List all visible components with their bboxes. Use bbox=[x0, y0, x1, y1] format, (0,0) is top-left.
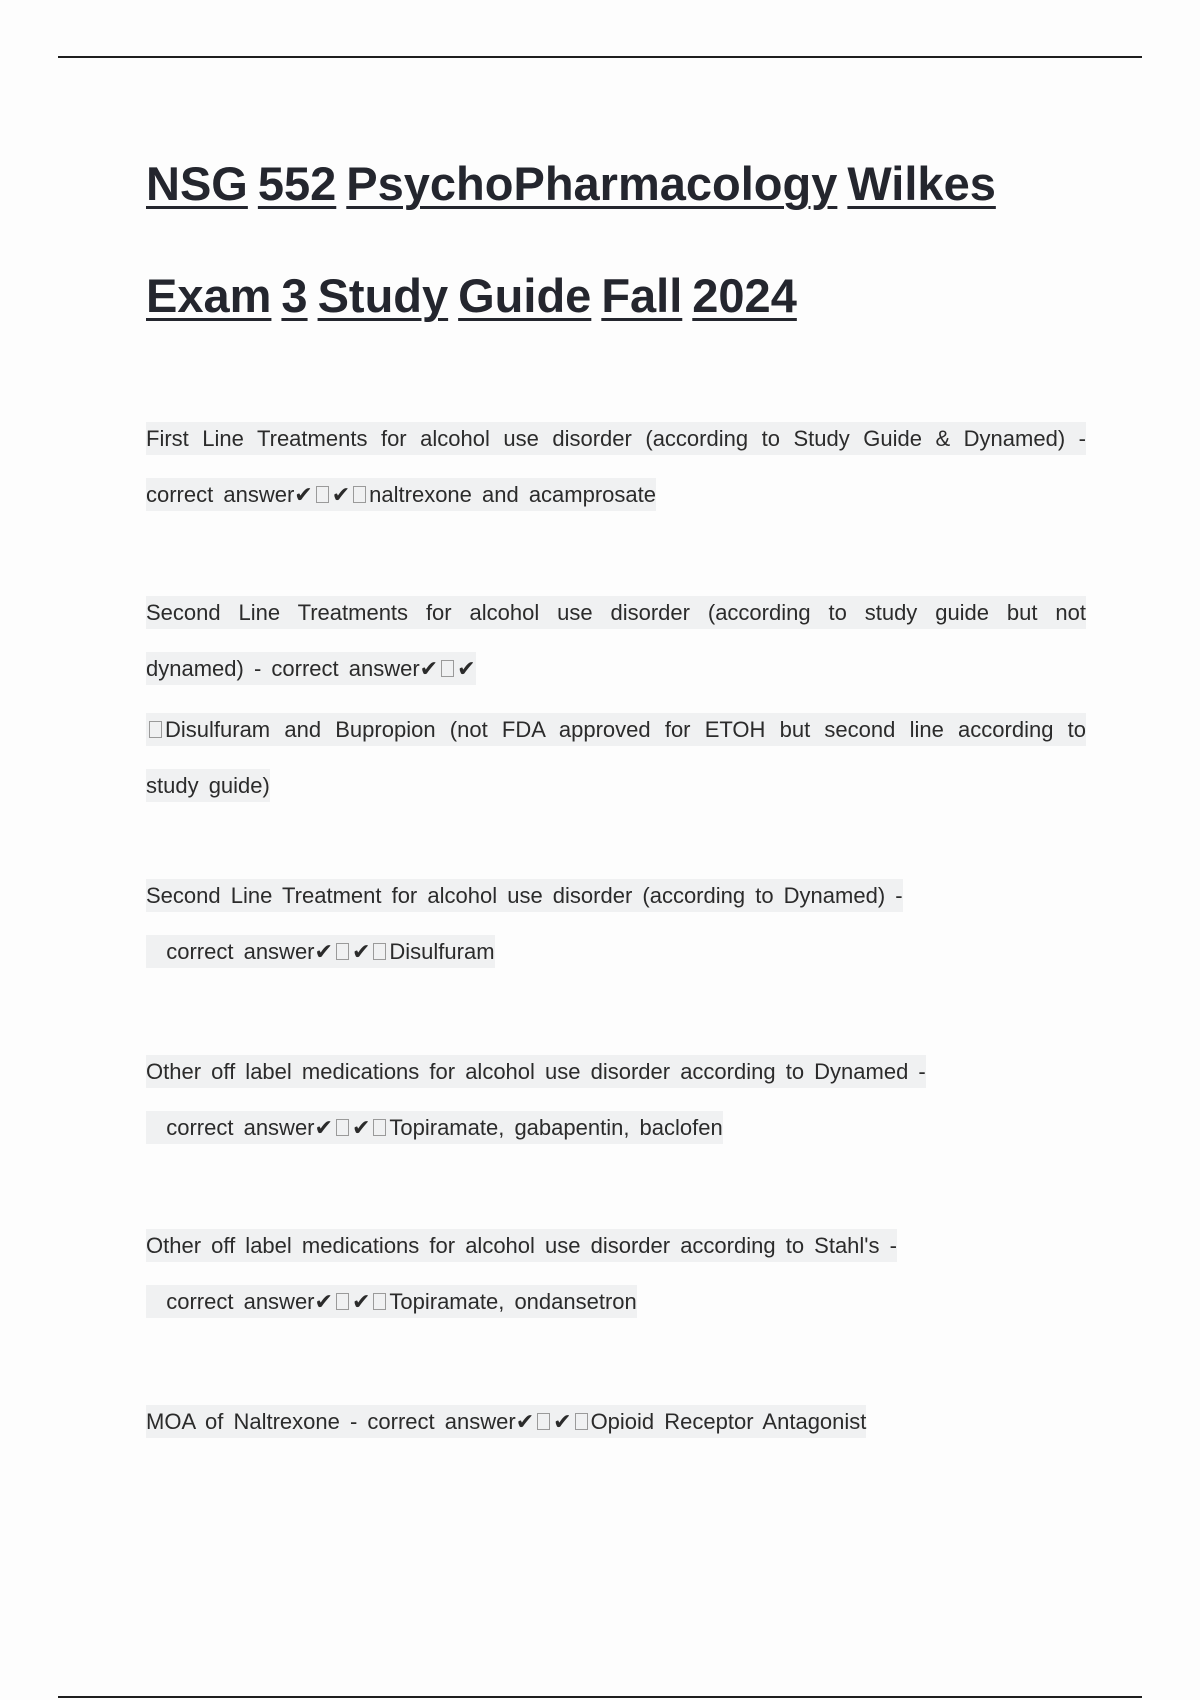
check-icon: ✔ bbox=[314, 939, 333, 964]
qa-question-cont: correct answer bbox=[166, 1115, 315, 1140]
placeholder-box-icon bbox=[336, 943, 349, 960]
title-word: Guide bbox=[458, 269, 592, 322]
qa-answer: naltrexone and acamprosate bbox=[369, 482, 657, 507]
check-icon: ✔ bbox=[351, 1289, 371, 1314]
qa-item bbox=[146, 411, 1086, 523]
placeholder-box-icon bbox=[336, 1119, 349, 1136]
check-icon: ✔ bbox=[351, 1115, 371, 1140]
check-icon: ✔ bbox=[294, 482, 313, 507]
check-icon: ✔ bbox=[351, 939, 371, 964]
placeholder-box-icon bbox=[149, 721, 162, 738]
title-word: Exam bbox=[146, 269, 272, 322]
title-word: PsychoPharmacology bbox=[346, 157, 838, 210]
qa-question: MOA of Naltrexone - correct answer bbox=[146, 1409, 516, 1434]
qa-item bbox=[146, 1044, 1086, 1156]
placeholder-box-icon bbox=[373, 1119, 386, 1136]
qa-question: Other off label medications for alcohol use disorder according to Stahl's - bbox=[146, 1233, 897, 1258]
qa-item bbox=[146, 1218, 1086, 1330]
placeholder-box-icon bbox=[353, 486, 366, 503]
title-word: Wilkes bbox=[847, 157, 996, 210]
check-icon: ✔ bbox=[419, 656, 439, 681]
title-word: 2024 bbox=[692, 269, 797, 322]
qa-question: Second Line Treatment for alcohol use disorder (according to Dynamed) - bbox=[146, 883, 903, 908]
title-word: 552 bbox=[257, 157, 337, 210]
top-rule bbox=[58, 56, 1142, 58]
check-icon: ✔ bbox=[331, 482, 351, 507]
qa-question: Other off label medications for alcohol use disorder according to Dynamed - bbox=[146, 1059, 926, 1084]
placeholder-box-icon bbox=[373, 943, 386, 960]
qa-answer: Opioid Receptor Antagonist bbox=[590, 1409, 867, 1434]
qa-item bbox=[146, 585, 1086, 697]
qa-question: First Line Treatments for alcohol use disorder (according to Study Guide & Dynamed) - correct answer bbox=[146, 426, 1086, 507]
qa-question-cont: correct answer bbox=[166, 1289, 315, 1314]
document-title bbox=[146, 128, 1106, 352]
check-icon: ✔ bbox=[553, 1409, 572, 1434]
placeholder-box-icon bbox=[441, 660, 454, 677]
title-word: 3 bbox=[281, 269, 308, 322]
placeholder-box-icon bbox=[316, 486, 329, 503]
check-icon: ✔ bbox=[314, 1115, 333, 1140]
qa-answer: Topiramate, ondansetron bbox=[389, 1289, 637, 1314]
qa-question: Second Line Treatments for alcohol use disorder (according to study guide but not dynamed) - correct answer bbox=[146, 600, 1086, 681]
check-icon: ✔ bbox=[314, 1289, 333, 1314]
qa-answer: Disulfuram bbox=[389, 939, 495, 964]
qa-item bbox=[146, 1394, 1086, 1450]
check-icon: ✔ bbox=[515, 1409, 535, 1434]
title-word: NSG bbox=[146, 157, 248, 210]
placeholder-box-icon bbox=[575, 1413, 588, 1430]
bottom-rule bbox=[58, 1696, 1142, 1698]
qa-answer: Topiramate, gabapentin, baclofen bbox=[389, 1115, 723, 1140]
qa-answer-block bbox=[146, 702, 1086, 814]
qa-item bbox=[146, 868, 1086, 980]
title-word: Study bbox=[317, 269, 449, 322]
check-icon: ✔ bbox=[457, 656, 476, 681]
title-word: Fall bbox=[601, 269, 683, 322]
qa-answer: Disulfuram and Bupropion (not FDA approved for ETOH but second line according to study guide) bbox=[146, 717, 1086, 798]
placeholder-box-icon bbox=[373, 1293, 386, 1310]
placeholder-box-icon bbox=[336, 1293, 349, 1310]
placeholder-box-icon bbox=[537, 1413, 550, 1430]
qa-question-cont: correct answer bbox=[166, 939, 315, 964]
